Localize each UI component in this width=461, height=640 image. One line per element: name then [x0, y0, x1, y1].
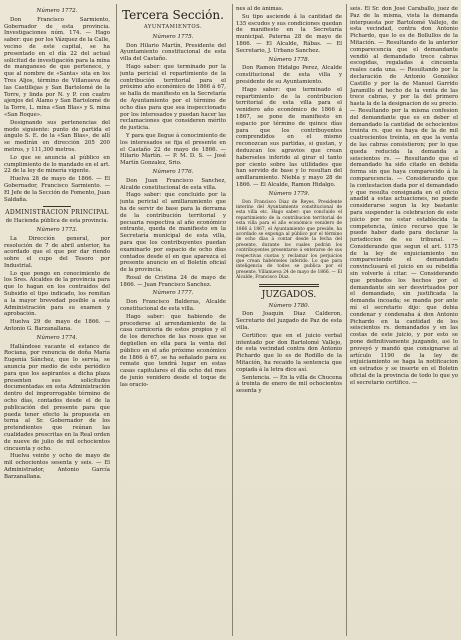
column-4: [350, 6, 458, 636]
column-2: [120, 6, 226, 636]
paragraph: Hago saber: que habiendo de procederse al arrendamiento de la casa carnicería de estos propios y el de los derechos de las reses que se degüellen en ella para la venta del público en el año próximo económico de 1866 á 67, se ha señalado para su remate que tendrá lugar en estas casas capitulares el día ocho del mes de junio venidero desde el toque de las oracio-: [120, 313, 226, 388]
section-heading: ADMINISTRACION PRINCIPAL: [5, 209, 109, 217]
paragraph: Don Ramon Hidalgo Perez, Alcalde constitucional de esta villa y presidente de su Ayuntamiento.: [236, 65, 342, 85]
paragraph: Designando sus pertenencias del modo siguiente: punto de partida el ángulo S. E. de la «San Blas», de allí se medirán en dirección 205 200 metros, y 111,300 metros.: [4, 119, 110, 153]
paragraph: Don Francisco Balderas, Alcalde constitucional de esta villa.: [120, 299, 226, 313]
section-title: Tercera Sección.: [122, 8, 224, 22]
paragraph: Don Joaquin Diaz Calderon, Secretario del juzgado de Paz de esta villa.: [236, 311, 342, 331]
notice-number: Número 1775.: [152, 33, 194, 40]
notice-number: Número 1780.: [268, 302, 310, 309]
notice-number: Número 1774.: [36, 334, 78, 341]
paragraph: Huelva veinte y ocho de mayo de mil ochocientos sesenta y seis. — El Administrador, Antonio García Barzanallana.: [4, 453, 110, 480]
section-subtitle: AYUNTAMIENTOS.: [143, 24, 203, 30]
paragraph: La Dirección general, por resolución de 7 de abril anterior, ha acordado que el que por dar riendo sobre el cupo del Tesoro por Industrial.: [4, 235, 110, 269]
paragraph: seis. El Sr. don José Caraballo, juez de Paz de la misma, vista la demanda interpuesta por Bartolomé Vallejo, de esta vecindad, contra don Antonio Pichardo, que lo es de Bollullos de la Mitación. — Resultando de la anterior comparecencia que el demandante vendió al demandado trece cabras escogidas, regaladas á cincuenta reales cada una. — Resultando por la declaración de Antonio González Castillo y por la de Manuel Garrido Jaramillo el hecho de la venta de las trece cabras, y por la del primero hasta la de la designacion de su precio. — Resultando por la misma confesion del demandante que es en deber el demandado la cantidad de ochocientos treinta rs. que es haya de la de mil cuatrocientos treinta, en que la venta de las cabras consistieron; por lo que queda reducida la demanda a seiscientos rs. — Resultando que el demandado ha sido citado en debida forma sin que haya comparecido á la comparecencia. — Considerando que la contestacion dada por el demandado y que resulta consignada en el oficio anadid a estas actuaciones, no puede considerarse segun la ley bastante para suspender la celebracion de este juicio por no estar establecida la competencia, único recurso que le puede haber dado para declarar la jurisdiccion de su tribunal. — Considerando que segun el art. 1175 de la ley de enjuiciamiento no compareciendo el demandado convinclusará el juicio en su rebeldía sin volverle á citar. — Considerando que probados los hechos por el demandante sin ser desvirtuados por el demandado, sin justificada la demanda incoada; se manda por ante mí el secretario dijo: que debia condenar y condenaba á don Antonio Pichardo en la cantidad de los seiscientos rs. demandados y en las costas de este juicio, y por esto se pone definitivamente juzgando, asi lo proveyó y mandó que consignarse al artículo 1190 de la ley de enjuiciamiento se haga la notificacion en estrados y se inserte en el Boletin oficial de la provincia de todo lo que yo el secretario certifico. —: [350, 6, 458, 386]
paragraph: Don Juan Francisco Sanchez, Alcalde constitucional de esta villa.: [120, 177, 226, 191]
paragraph: Rosal de Cristina 24 de mayo de 1866. — Juan Francisco Sanchez.: [120, 274, 226, 288]
notice-number: Número 1777.: [152, 290, 194, 297]
paragraph: Sentencia. — En la villa de Chucena á treinta de enero de mil ochocientos sesenta y: [236, 374, 342, 395]
paragraph: Lo que pongo en conocimiento de los Sres. Alcaldes de la provincia para que lo hagan en los contraídos del Subsidio el tipo indicado, los remitan a la mayor brevedad posible a esta Administración para su examen y aprobación.: [4, 270, 110, 318]
column-1: [4, 6, 110, 636]
column-divider: [116, 4, 117, 636]
section-title: JUZGADOS.: [261, 289, 317, 300]
notice-number: Número 1773.: [36, 226, 78, 233]
paragraph: Don Francisco Sarmiento, Gobernador de esta provincia. Investigaciones núm. 174. — Hago saber: que por los Vázquez de la Calle, vecino de este capital, se ha presentado en el día 22 del actual solicitud de investigación para la mina de manganeso de que pertenece, y que al nombre de «Santa» sita en los Tres Aljos, término de Villanueva de las Castillejas y San Bartolomé de la Torre, y linda por N. y P. con cuatro ajenjos del Alamo y San Bartolomé de la Torre, L. mina «San Blas» y S. mina «San Roque».: [4, 16, 110, 118]
paragraph: nes al de ánimas.: [236, 6, 284, 12]
column-3: [236, 6, 342, 636]
paragraph: Hago saber: que terminado por la junta pericial el repartimiento de la contribución territorial para el próximo año económico de 1866 á 67, se halla de manifiesto en la Secretaría de Ayuntamiento por el término de ocho días para que sea inspeccionado por los interesados y puedan hacer las reclamaciones que consideren mérito de justicia.: [120, 63, 226, 132]
paragraph: Huelva 28 de mayo de 1866. — El Gobernador, Francisco Sarmiento. — El Jefe de la Sección de Fomento, Juan Saldaña.: [4, 176, 110, 203]
paragraph: Don Francisco Diaz de Reyes, Presidente interino del Ayuntamiento constitucional de esta villa etc. Hago saber: que concluido el repartimiento de la contribucion territorial de esta villa para el año económico venidero de 1866 á 1867, el Ayuntamiento que preside, ha acordado se exponga al público por el término de ocho días á contar desde la fecha del presente, durante los cuales podrán los contribuyentes presentarse á enterarse de sus respectivas cuotas y reclamar los perjuicios que crean habérseles inferido. Lo que para inteligencia de todos se publica por el presente. Villanueva 24 de mayo de 1866. — El Alcalde, Francisco Diaz.: [236, 199, 342, 281]
notice-number: Número 1778.: [268, 56, 310, 63]
paragraph: Huelva 29 de mayo de 1866. — Antonio G. Barzanallana.: [4, 319, 110, 333]
section-subheading: de Hacienda pública de esta provincia.: [5, 218, 109, 225]
divider: [43, 206, 71, 207]
notice-number: Número 1776.: [152, 168, 194, 175]
divider: [259, 284, 319, 287]
paragraph: Lo que se anuncia al público en cumplimiento de lo mandado en el art. 22 de la ley de minería vigente.: [4, 154, 110, 175]
notice-number: Número 1779.: [268, 190, 310, 197]
paragraph: Hallándose vacante el estanco de Rociana, por renuncia de doña María Eugenia Sánchez, que lo servía, se anuncia por medio de este periódico para que los aspirantes a dicha plaza presenten sus solicitudes documentadas en esta Administración dentro del improrrogable término de ocho días, contados desde el de la publicación del presente para que pueda tener efecto la propuesta en terna al Sr. Gobernador de los pretendientes que reúnan las cualidades prescritas en la Real orden de nueve de julio de mil ochocientos cincuenta y ocho.: [4, 343, 110, 452]
paragraph: Certifico: que en el juicio verbal intentado por don Bartolomé Vallejo, de esta vecindad contra don Antonio Pichardo que lo es de Rodillo de la Mitación, ha recaido la sentencia que copiada á la letra dice así.: [236, 332, 342, 373]
column-divider: [232, 4, 233, 636]
paragraph: Don Hilario Martín, Presidente del Ayuntamiento constitucional de esta villa del Castaño.: [120, 42, 226, 63]
paragraph: Hago saber: que concluido por la junta pericial el amillaramiento que ha de servir de base para la derrama de la contribución territorial y pecuaria respectiva al año económico entrante, queda de manifiesto en la Secretaría municipal de esta villa, para que los contribuyentes puedan examinarlo por espacio de ocho días contados desde el en que aparezca el presente anuncio en el Boletín oficial de la provincia.: [120, 192, 226, 274]
paragraph: Su tipo asciende á la cantidad de 135 escudos y sus condiciones quedan de manifiesto en la Secretaría municipal. Paterna 28 de mayo de 1866. — El Alcalde, Rábas. — El Secretario, J. Urbano Sanchez.: [236, 13, 342, 54]
notice-number: Número 1772.: [36, 8, 78, 14]
paragraph: Y para que llegue á conocimiento de los interesados se fija el presente en el Castaño 22 de mayo de 1866. — Hilario Martín. — P. M. D. S. — José Martín Gonzalez, Srio.: [120, 132, 226, 167]
column-divider: [346, 4, 347, 636]
paragraph: Hago saber: que terminado el repartimiento de la contribucion territorial de esta villa para el venidero año económico de 1866 á 1867, se pone de manifiesto en espacio por término de quince días para que los contribuyentes comprendidos en el mismo reconozcan sus partidas, si gustan, y deduzcan los agravios que crean haberseles inferido al girar el tanto por ciento sobre las utilidades que han servido de base y lo resultan del amillaramiento. Niebla y mayo 28 de 1866. — El Alcalde, Ramon Hidalgo.: [236, 86, 342, 188]
